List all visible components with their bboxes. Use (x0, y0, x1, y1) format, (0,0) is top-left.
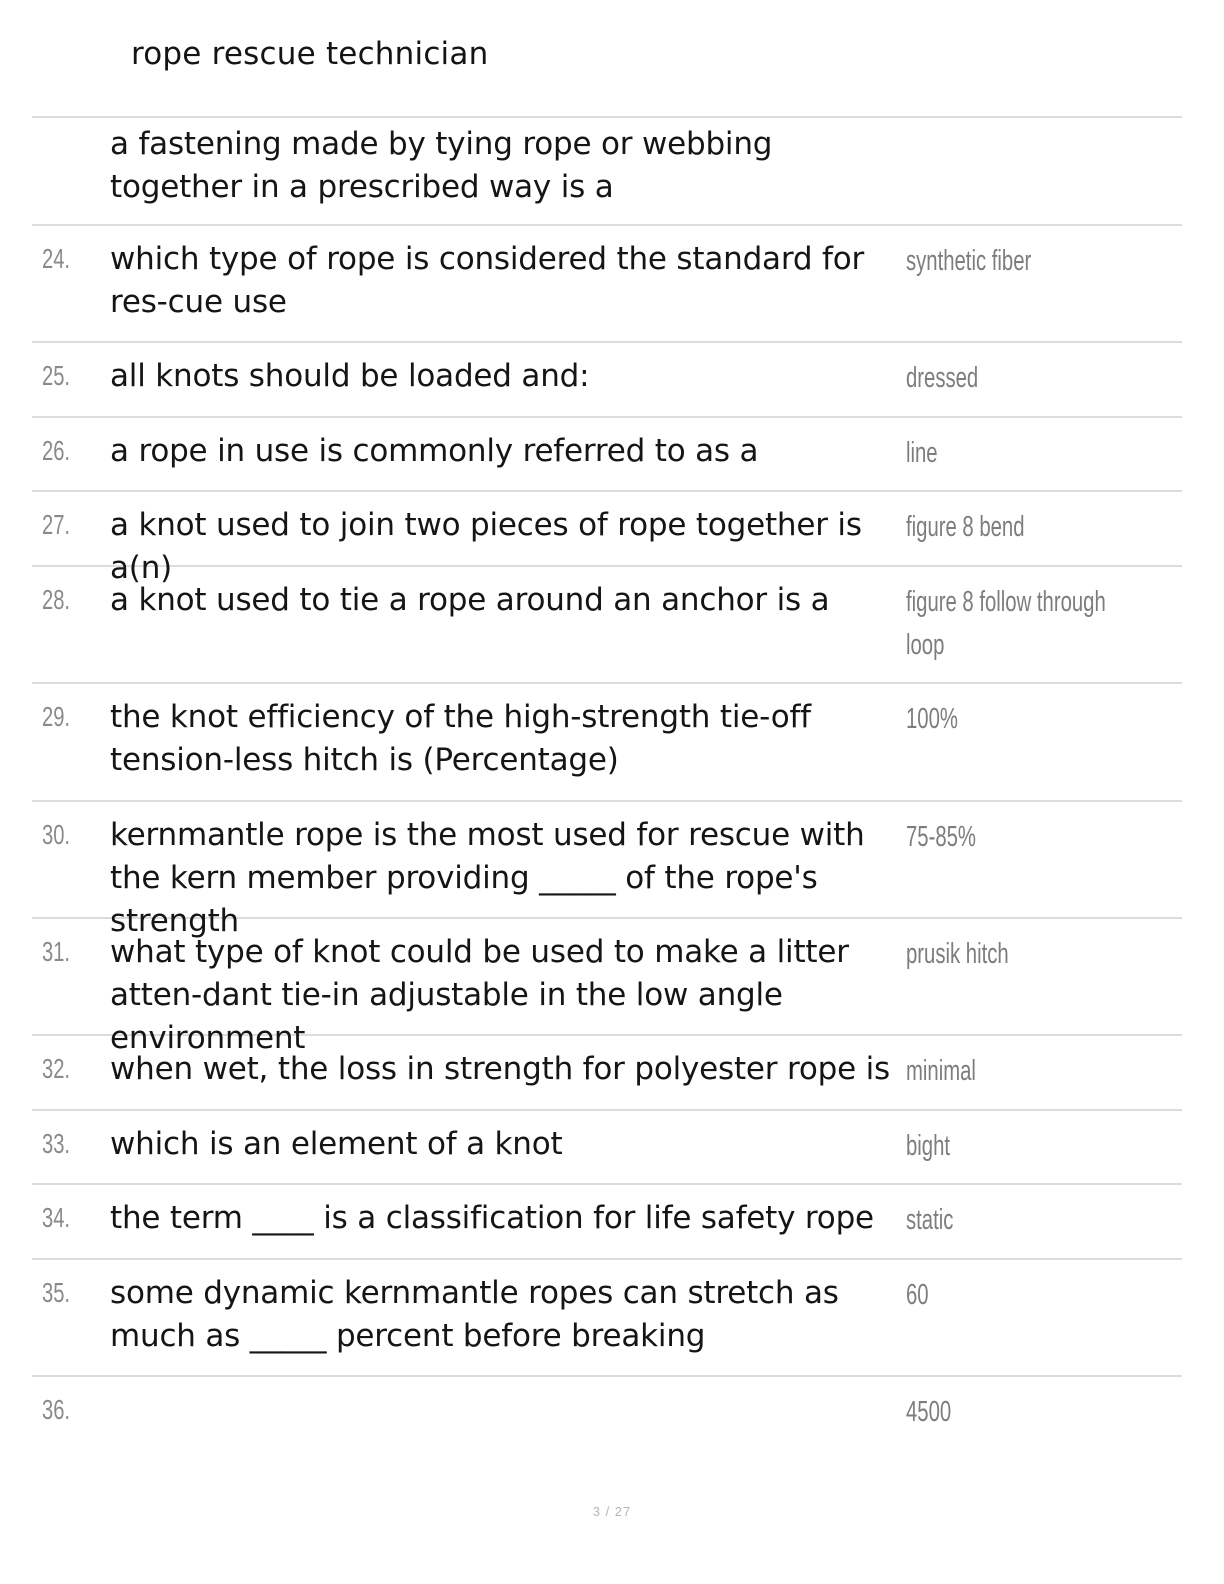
document-title: rope rescue technician (131, 36, 489, 72)
item-definition: 75-85% (906, 821, 976, 853)
item-definition: bight (906, 1130, 951, 1162)
item-number: 24. (42, 243, 71, 274)
item-definition: 100% (906, 703, 958, 735)
item-term: the term ____ is a classification for life safety rope (110, 1200, 874, 1236)
list-item (32, 684, 1182, 802)
list-item (32, 1111, 1182, 1185)
item-term: the knot efficiency of the high-strength tie-off tension-less hitch is (Percentage) (110, 699, 811, 778)
list-item (32, 1185, 1182, 1260)
item-number: 34. (42, 1202, 71, 1233)
item-number: 27. (42, 509, 71, 540)
item-number: 29. (42, 701, 71, 732)
item-term: some dynamic kernmantle ropes can stretch as much as _____ percent before breaking (110, 1275, 839, 1354)
item-definition: figure 8 follow through loop (906, 586, 1106, 661)
item-definition: 60 (906, 1279, 929, 1311)
list-item (32, 919, 1182, 1056)
flashcard-list (32, 116, 1182, 1457)
item-term: all knots should be loaded and: (110, 358, 590, 394)
item-definition: dressed (906, 362, 979, 394)
item-number: 30. (42, 819, 71, 850)
list-item (32, 1036, 1182, 1111)
page-number: 3 / 27 (592, 1504, 632, 1519)
item-term: kernmantle rope is the most used for rescue with the kern member providing _____ of the rope's strength (110, 817, 865, 939)
list-item (32, 1377, 1182, 1457)
item-term: a rope in use is commonly referred to as a (110, 433, 759, 469)
item-term: a knot used to join two pieces of rope together is a(n) (110, 507, 862, 586)
list-item (32, 492, 1182, 586)
item-definition: 4500 (906, 1396, 952, 1428)
item-number: 36. (42, 1394, 71, 1425)
list-item (32, 118, 1182, 226)
item-term: a fastening made by tying rope or webbing together in a prescribed way is a (110, 126, 773, 205)
list-item (32, 226, 1182, 343)
list-item (32, 418, 1182, 492)
list-item (32, 343, 1182, 418)
item-definition: line (906, 437, 938, 469)
item-definition: prusik hitch (906, 938, 1009, 970)
item-number: 26. (42, 435, 71, 466)
item-definition: synthetic fiber (906, 245, 1032, 277)
item-number: 31. (42, 936, 71, 967)
item-number: 28. (42, 584, 71, 615)
item-number: 35. (42, 1277, 71, 1308)
item-term: when wet, the loss in strength for polyester rope is (110, 1051, 890, 1087)
item-definition: static (906, 1204, 954, 1236)
item-term: which is an element of a knot (110, 1126, 563, 1162)
item-term: which type of rope is considered the standard for res-cue use (110, 241, 864, 320)
list-item (32, 802, 1182, 939)
list-item (32, 567, 1182, 684)
item-term: what type of knot could be used to make a litter atten-dant tie-in adjustable in the low angle environment (110, 934, 849, 1056)
item-number: 25. (42, 360, 71, 391)
item-definition: minimal (906, 1055, 976, 1087)
item-definition: figure 8 bend (906, 511, 1025, 543)
item-number: 32. (42, 1053, 71, 1084)
list-item (32, 1260, 1182, 1377)
item-number: 33. (42, 1128, 71, 1159)
item-term: a knot used to tie a rope around an anchor is a (110, 582, 830, 618)
